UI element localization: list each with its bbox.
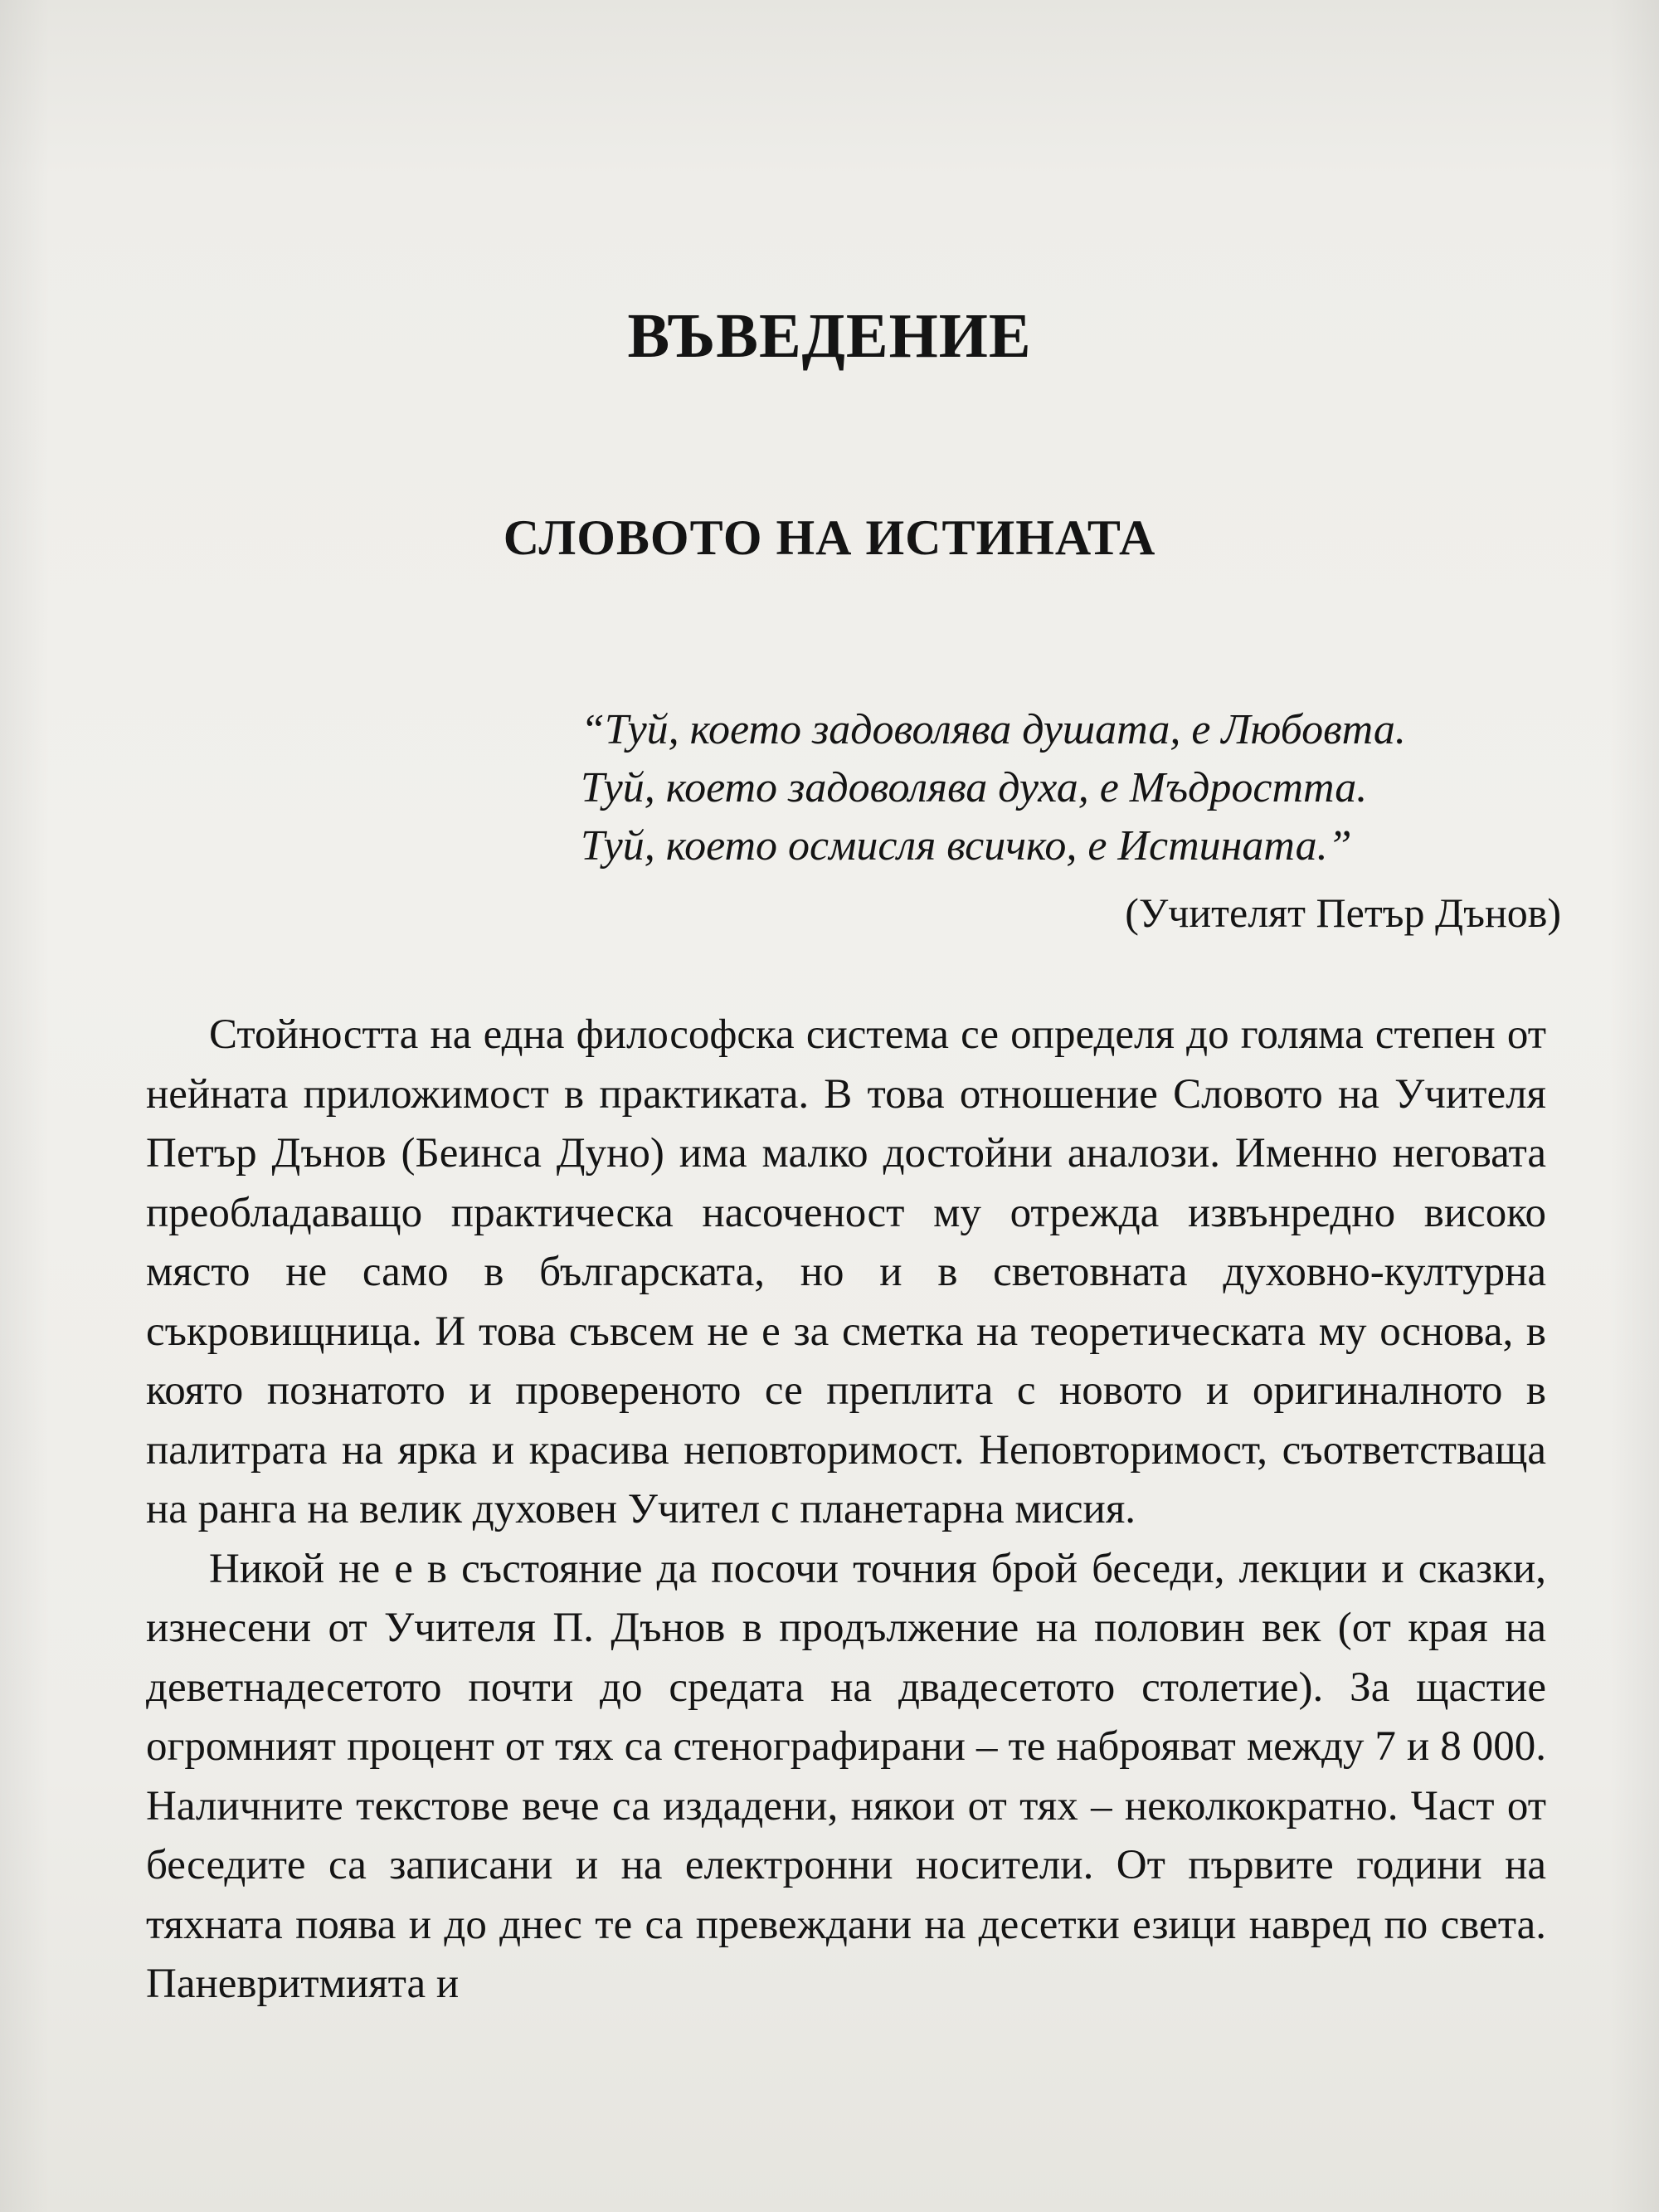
epigraph-line: “Туй, което задоволява душата, е Любовта. (581, 706, 1406, 753)
epigraph-attribution: (Учителят Петър Дънов) (1125, 889, 1561, 936)
paragraph: Никой не е в състояние да посочи точния брой беседи, лекции и сказки, изнесени от Учителя П. Дънов в продължение на половин век (от края на деветнадесетото почти до средата на двадесетото столетие). За щастие огромният процент от тях са стенографирани – те наброяват между 7 и 8 000. Наличните текстове вече са издадени, някои от тях – неколкократно. Част от беседите са записани и на електронни носители. От първите години на тяхната поява и до днес те са превеждани на десетки езици навред по света. Паневритмията и (146, 1545, 1546, 2007)
chapter-title: ВЪВЕДЕНИЕ (627, 301, 1032, 371)
epigraph-line: Туй, което осмисля всичко, е Истината.” (581, 822, 1352, 870)
epigraph (581, 701, 1559, 875)
paragraph: Стойността на една философска система се определя до голяма степен от нейната приложимост в практиката. В това отношение Словото на Учителя Петър Дънов (Беинса Дуно) има малко достойни аналози. Именно неговата преобладаващо практическа насоченост му отрежда извънредно високо място не само в българската, но и в световната духовно-културна съкровищница. И това съвсем не е за сметка на теоретическата му основа, в която познатото и провереното се преплита с новото и оригиналното в палитрата на ярка и красива неповторимост. Неповторимост, съответстваща на ранга на велик духовен Учител с планетарна мисия. (146, 1011, 1546, 1532)
chapter-subtitle: СЛОВОТО НА ИСТИНАТА (503, 510, 1156, 565)
body-text (146, 1006, 1546, 2015)
epigraph-line: Туй, което задоволява духа, е Мъдростта. (581, 764, 1368, 811)
